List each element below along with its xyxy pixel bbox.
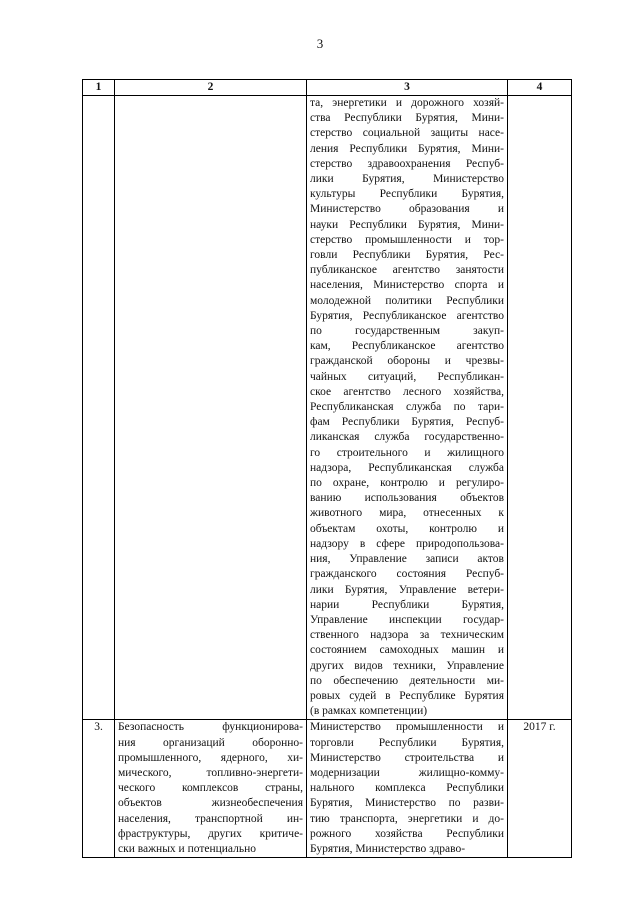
- text-line: мического, топливно-энергети-: [118, 766, 303, 779]
- text-line: ческого комплексов страны,: [118, 782, 303, 795]
- text-line: ски важных и потенциально: [118, 842, 257, 855]
- text-line: гражданской обороны и чрезвы-: [310, 355, 504, 368]
- responsibility-table: [82, 79, 572, 858]
- text-line: промышленного, ядерного, хи-: [118, 751, 303, 764]
- text-line: населения, Министерство спорта и: [310, 279, 504, 292]
- cell-deadline: 2017 г.: [508, 720, 572, 858]
- cell-deadline: [508, 96, 572, 720]
- text-line: населения, транспортной ин-: [118, 812, 303, 825]
- text-line: по государственным закуп-: [310, 325, 504, 338]
- text-line: Республиканская служба по тари-: [310, 401, 504, 414]
- text-line: лики Бурятия, Управление ветери-: [310, 583, 504, 596]
- text-line: Бурятия, Республиканское агентство: [310, 309, 504, 322]
- text-line: по обеспечению деятельности ми-: [310, 674, 504, 687]
- text-line: состоянием самоходных машин и: [310, 644, 504, 657]
- text-line: ления Республики Бурятия, Мини-: [310, 142, 504, 155]
- text-line: молодежной политики Республики: [310, 294, 504, 307]
- text-line: стерство социальной защиты насе-: [310, 127, 504, 140]
- cell-executors: [307, 720, 508, 858]
- header-col-3: 3: [307, 80, 508, 96]
- text-line: нального комплекса Республики: [310, 782, 504, 795]
- text-line: объектов жизнеобеспечения: [118, 797, 303, 810]
- text-line: (в рамках компетенции): [310, 705, 428, 718]
- text-line: кам, Республиканское агентство: [310, 340, 504, 353]
- text-line: фам Республики Бурятия, Респуб-: [310, 416, 504, 429]
- text-line: ния, Управление записи актов: [310, 553, 504, 566]
- text-line: Безопасность функционирова-: [118, 721, 303, 734]
- text-line: стерство промышленности и тор-: [310, 233, 504, 246]
- text-line: ликанская служба государственно-: [310, 431, 504, 444]
- text-line: та, энергетики и дорожного хозяй-: [310, 97, 504, 109]
- text-line: по охране, контролю и регулиро-: [310, 477, 504, 490]
- text-line: Бурятия, Министерство здраво-: [310, 842, 466, 855]
- text-line: других видов техники, Управление: [310, 659, 504, 672]
- header-col-1: 1: [83, 80, 115, 96]
- text-line: науки Республики Бурятия, Мини-: [310, 218, 504, 231]
- text-line: надзору в сфере природопользова-: [310, 537, 504, 550]
- text-line: Управление инспекции государ-: [310, 613, 504, 626]
- text-line: фраструктуры, других критиче-: [118, 827, 303, 840]
- row-number: 3.: [83, 720, 115, 858]
- table-row-3: [83, 720, 572, 858]
- table-row-continuation: [83, 96, 572, 720]
- text-line: рожного хозяйства Республики: [310, 827, 504, 840]
- header-col-2: 2: [115, 80, 307, 96]
- header-col-4: 4: [508, 80, 572, 96]
- text-line: стерство здравоохранения Респуб-: [310, 157, 504, 170]
- text-line: Министерство образования и: [310, 203, 504, 216]
- text-line: культуры Республики Бурятия,: [310, 188, 504, 201]
- text-line: Министерство промышленности и: [310, 721, 504, 734]
- text-line: животного мира, отнесенных к: [310, 507, 504, 520]
- cell-direction: [115, 720, 307, 858]
- text-line: публиканское агентство занятости: [310, 264, 504, 277]
- cell-executors: [307, 96, 508, 720]
- page-number: 3: [316, 36, 324, 51]
- text-line: тию транспорта, энергетики и до-: [310, 812, 504, 825]
- text-line: торговли Республики Бурятия,: [310, 736, 504, 749]
- text-line: модернизации жилищно-комму-: [310, 766, 504, 779]
- text-line: ства Республики Бурятия, Мини-: [310, 112, 504, 125]
- text-line: ванию использования объектов: [310, 492, 504, 505]
- text-line: чайных ситуаций, Республикан-: [310, 370, 504, 383]
- text-line: надзора, Республиканская служба: [310, 461, 504, 474]
- text-line: лики Бурятия, Министерство: [310, 173, 504, 186]
- text-line: ственного надзора за техническим: [310, 629, 504, 642]
- header-row: [83, 80, 572, 96]
- cell-direction: [115, 96, 307, 720]
- text-line: ровых судей в Республике Бурятия: [310, 689, 504, 702]
- text-line: Министерство строительства и: [310, 751, 504, 764]
- text-line: ское агентство лесного хозяйства,: [310, 385, 504, 398]
- text-line: Бурятия, Министерство по разви-: [310, 797, 504, 810]
- text-line: объектам охоты, контролю и: [310, 522, 504, 535]
- text-line: нарии Республики Бурятия,: [310, 598, 504, 611]
- text-line: говли Республики Бурятия, Рес-: [310, 249, 504, 262]
- text-line: го строительного и жилищного: [310, 446, 504, 459]
- text-line: ния организаций оборонно-: [118, 736, 303, 749]
- text-line: гражданского состояния Респуб-: [310, 568, 504, 581]
- cell-number: [83, 96, 115, 720]
